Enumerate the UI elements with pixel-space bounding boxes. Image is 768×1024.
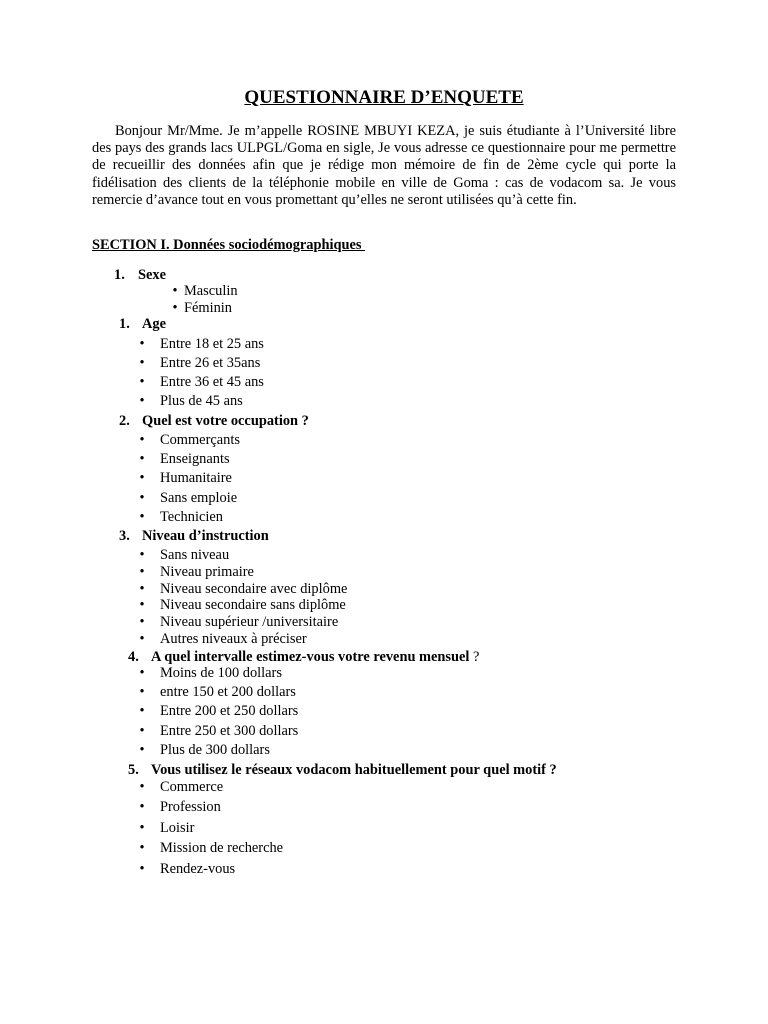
bullet-icon: •	[139, 840, 145, 856]
answer-option: Commerçants	[160, 432, 240, 448]
answer-option: Entre 26 et 35ans	[160, 355, 261, 371]
question-label	[142, 316, 166, 333]
bullet-icon: •	[172, 300, 178, 316]
question-text: A quel intervalle estimez-vous votre revenu mensuel	[151, 649, 470, 665]
bullet-icon: •	[139, 547, 145, 563]
bullet-icon: •	[139, 799, 145, 815]
question-number: 1.	[119, 316, 130, 332]
answer-option: Rendez-vous	[160, 861, 236, 877]
answer-option: Commerce	[160, 779, 224, 795]
question-label	[151, 762, 557, 779]
question-number: 1.	[114, 267, 125, 283]
answer-option: Loisir	[160, 820, 195, 836]
answer-option: Plus de 300 dollars	[160, 742, 270, 758]
answer-option: Niveau supérieur /universitaire	[160, 614, 339, 630]
bullet-icon: •	[139, 564, 145, 580]
bullet-icon: •	[139, 336, 145, 352]
question-suffix: ?	[469, 649, 480, 665]
bullet-icon: •	[172, 283, 178, 299]
answer-option: Autres niveaux à préciser	[160, 631, 307, 647]
bullet-icon: •	[139, 631, 145, 647]
question-label	[142, 528, 269, 545]
bullet-icon: •	[139, 820, 145, 836]
answer-option: Moins de 100 dollars	[160, 665, 282, 681]
answer-option: Sans niveau	[160, 547, 230, 563]
question-number: 3.	[119, 528, 130, 544]
answer-option: Enseignants	[160, 451, 230, 467]
bullet-icon: •	[139, 355, 145, 371]
bullet-icon: •	[139, 374, 145, 390]
answer-option: Plus de 45 ans	[160, 393, 243, 409]
answer-option: Niveau secondaire avec diplôme	[160, 581, 348, 597]
answer-option: Entre 200 et 250 dollars	[160, 703, 299, 719]
answer-option: Entre 36 et 45 ans	[160, 374, 264, 390]
question-label	[151, 649, 479, 666]
question-text: Vous utilisez le réseaux vodacom habituellement pour quel motif ?	[151, 762, 557, 778]
answer-option: Profession	[160, 799, 221, 815]
question-number: 5.	[128, 762, 139, 778]
bullet-icon: •	[139, 742, 145, 758]
answer-option: Technicien	[160, 509, 223, 525]
intro-text: Bonjour Mr/Mme. Je m’appelle ROSINE MBUYI KEZA, je suis étudiante à l’Université libre des pays des grands lacs ULPGL/Goma en sigle, Je vous adresse ce questionnaire pour me permettre de recueillir des données afin que je rédige mon mémoire de fin de 2ème cycle qui porte la fidélisation des clients de la téléphonie mobile en ville de Goma : cas de vodacom sa. Je vous remercie d’avance tout en vous promettant qu’elles ne seront utilisées qu’à cette fin.	[92, 123, 676, 208]
answer-option: Entre 250 et 300 dollars	[160, 723, 299, 739]
bullet-icon: •	[139, 509, 145, 525]
question-label	[138, 267, 166, 284]
bullet-icon: •	[139, 723, 145, 739]
question-number: 2.	[119, 413, 130, 429]
question-text: Sexe	[138, 267, 166, 283]
question-number: 4.	[128, 649, 139, 665]
answer-option: entre 150 et 200 dollars	[160, 684, 296, 700]
bullet-icon: •	[139, 779, 145, 795]
answer-option: Humanitaire	[160, 470, 232, 486]
question-label	[142, 413, 309, 430]
bullet-icon: •	[139, 470, 145, 486]
bullet-icon: •	[139, 432, 145, 448]
bullet-icon: •	[139, 597, 145, 613]
question-text: Age	[142, 316, 166, 332]
bullet-icon: •	[139, 393, 145, 409]
intro-paragraph	[92, 123, 676, 209]
bullet-icon: •	[139, 665, 145, 681]
section-title: SECTION I. Données sociodémographiques	[92, 237, 366, 253]
question-text: Niveau d’instruction	[142, 528, 269, 544]
bullet-icon: •	[139, 684, 145, 700]
bullet-icon: •	[139, 451, 145, 467]
answer-option: Entre 18 et 25 ans	[160, 336, 264, 352]
bullet-icon: •	[139, 861, 145, 877]
bullet-icon: •	[139, 490, 145, 506]
answer-option: Niveau primaire	[160, 564, 254, 580]
answer-option: Niveau secondaire sans diplôme	[160, 597, 346, 613]
answer-option: Mission de recherche	[160, 840, 284, 856]
question-text: Quel est votre occupation ?	[142, 413, 309, 429]
bullet-icon: •	[139, 581, 145, 597]
bullet-icon: •	[139, 614, 145, 630]
page-title: QUESTIONNAIRE D’ENQUETE	[244, 87, 524, 108]
bullet-icon: •	[139, 703, 145, 719]
answer-option: Féminin	[184, 300, 232, 316]
answer-option: Sans emploie	[160, 490, 238, 506]
answer-option: Masculin	[184, 283, 238, 299]
